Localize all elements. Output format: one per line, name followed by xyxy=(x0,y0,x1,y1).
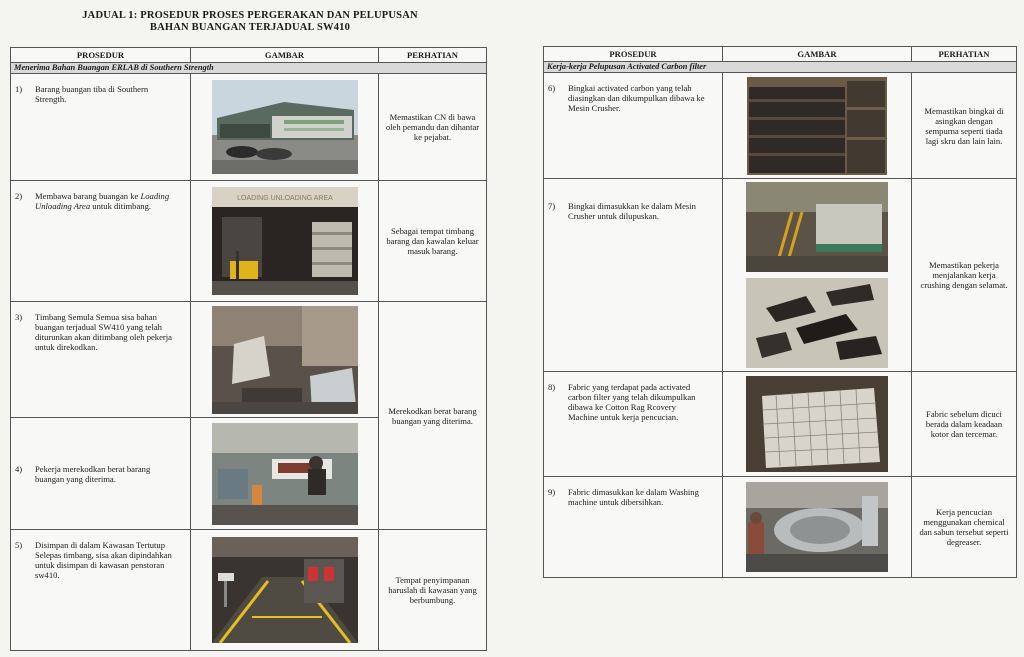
step-text: Fabric dimasukkan ke dalam Washing machine untuk dibersihkan. xyxy=(568,487,699,507)
header-gambar: GAMBAR xyxy=(723,47,912,62)
crusher-machine-photo xyxy=(746,182,888,272)
step-text xyxy=(35,191,175,211)
step-text: Pekerja merekodkan berat barang buangan yang diterima. xyxy=(35,463,151,484)
step-cell xyxy=(544,372,723,477)
image-cell xyxy=(723,372,912,477)
step-cell xyxy=(11,302,191,418)
step-cell xyxy=(11,530,191,651)
note-cell: Merekodkan berat barang buangan yang diterima. xyxy=(379,302,487,530)
table-row xyxy=(544,179,1017,372)
image-cell xyxy=(723,179,912,372)
image-cell xyxy=(191,530,379,651)
right-header-row xyxy=(544,47,1017,62)
left-header-row xyxy=(11,48,487,63)
step-text: Timbang Semula Semua sisa bahan buangan terjadual SW410 yang telah diturunkan akan ditimbang oleh pekerja untuk direkodkan. xyxy=(35,312,172,352)
loading-sign-text: LOADING UNLOADING AREA xyxy=(236,195,333,202)
table-row xyxy=(11,530,487,651)
crushed-frames-photo xyxy=(746,278,888,368)
storage-area-photo xyxy=(212,537,358,643)
step-number: 8) xyxy=(548,382,556,392)
header-prosedur: PROSEDUR xyxy=(11,48,191,63)
header-perhatian: PERHATIAN xyxy=(379,48,487,63)
step-number: 9) xyxy=(548,487,556,497)
step-cell xyxy=(11,418,191,530)
image-cell xyxy=(723,73,912,179)
right-section-title: Kerja-kerja Pelupusan Activated Carbon filter xyxy=(544,62,1017,73)
image-cell xyxy=(191,302,379,418)
image-cell xyxy=(723,477,912,578)
table-row xyxy=(544,372,1017,477)
step-text-part: Membawa barang buangan ke xyxy=(35,191,141,201)
table-row xyxy=(544,477,1017,578)
header-gambar: GAMBAR xyxy=(191,48,379,63)
step-cell xyxy=(544,179,723,372)
step-number: 7) xyxy=(548,201,556,211)
left-procedure-table xyxy=(10,47,487,651)
step-number: 1) xyxy=(15,84,23,94)
left-section-title: Menerima Bahan Buangan ERLAB di Southern Strength xyxy=(11,63,487,74)
step-text: Bingkai activated carbon yang telah diasingkan dan dikumpulkan dibawa ke Mesin Crusher. xyxy=(568,83,705,113)
washing-machine-photo xyxy=(746,482,888,572)
step-cell xyxy=(544,73,723,179)
recording-photo xyxy=(212,423,358,525)
step-number: 6) xyxy=(548,83,556,93)
image-cell xyxy=(191,74,379,181)
title-line-1: JADUAL 1: PROSEDUR PROSES PERGERAKAN DAN PELUPUSAN xyxy=(82,10,418,21)
weighing-photo xyxy=(212,306,358,414)
image-cell xyxy=(191,418,379,530)
step-cell xyxy=(544,477,723,578)
note-cell: Memastikan pekerja menjalankan kerja crushing dengan selamat. xyxy=(912,179,1017,372)
right-procedure-table xyxy=(543,46,1017,578)
header-perhatian: PERHATIAN xyxy=(912,47,1017,62)
step-number: 4) xyxy=(15,463,23,474)
step-text: Disimpan di dalam Kawasan Tertutup Selepas timbang, sisa akan dipindahkan untuk disimpan di kawasan penstoran sw410. xyxy=(35,540,172,580)
note-cell: Kerja pencucian menggunakan chemical dan sabun tersebut seperti degreaser. xyxy=(912,477,1017,578)
image-cell xyxy=(191,181,379,302)
table-row xyxy=(544,73,1017,179)
note-cell: Memastikan CN di bawa oleh pemandu dan dihantar ke pejabat. xyxy=(379,74,487,181)
fabric-filter-photo xyxy=(746,376,888,472)
frames-stack-photo xyxy=(747,77,887,175)
step-text: Bingkai dimasukkan ke dalam Mesin Crusher untuk dilupuskan. xyxy=(568,201,696,221)
table-row xyxy=(11,74,487,181)
loading-area-photo xyxy=(212,187,358,295)
title-line-2: BAHAN BUANGAN TERJADUAL SW410 xyxy=(149,22,351,33)
document-title xyxy=(40,10,460,34)
left-section-row xyxy=(11,63,487,74)
step-text-part: untuk ditimbang. xyxy=(90,201,152,211)
step-text: Fabric yang terdapat pada activated carbon filter yang telah dikumpulkan dibawa ke Cotton Rag Rcovery Machine untuk kerja pencucian. xyxy=(568,382,696,422)
step-text: Barang buangan tiba di Southern Strength. xyxy=(35,84,149,104)
note-cell: Sebagai tempat timbang barang dan kawalan keluar masuk barang. xyxy=(379,181,487,302)
note-cell: Tempat penyimpanan haruslah di kawasan yang berbumbung. xyxy=(379,530,487,651)
step-cell xyxy=(11,74,191,181)
step-text-emphasis: Loading Unloading Area xyxy=(35,191,170,211)
note-cell: Memastikan bingkai di asingkan dengan sempurna seperti tiada lagi skru dan lain lain. xyxy=(912,73,1017,179)
table-row xyxy=(11,181,487,302)
note-cell: Fabric sebelum dicuci berada dalam keadaan kotor dan tercemar. xyxy=(912,372,1017,477)
step-number: 5) xyxy=(15,540,23,550)
step-number: 3) xyxy=(15,312,23,322)
step-cell xyxy=(11,181,191,302)
step-number: 2) xyxy=(15,191,23,201)
right-section-row xyxy=(544,62,1017,73)
header-prosedur: PROSEDUR xyxy=(544,47,723,62)
table-row xyxy=(11,302,487,418)
building-photo xyxy=(212,80,358,174)
